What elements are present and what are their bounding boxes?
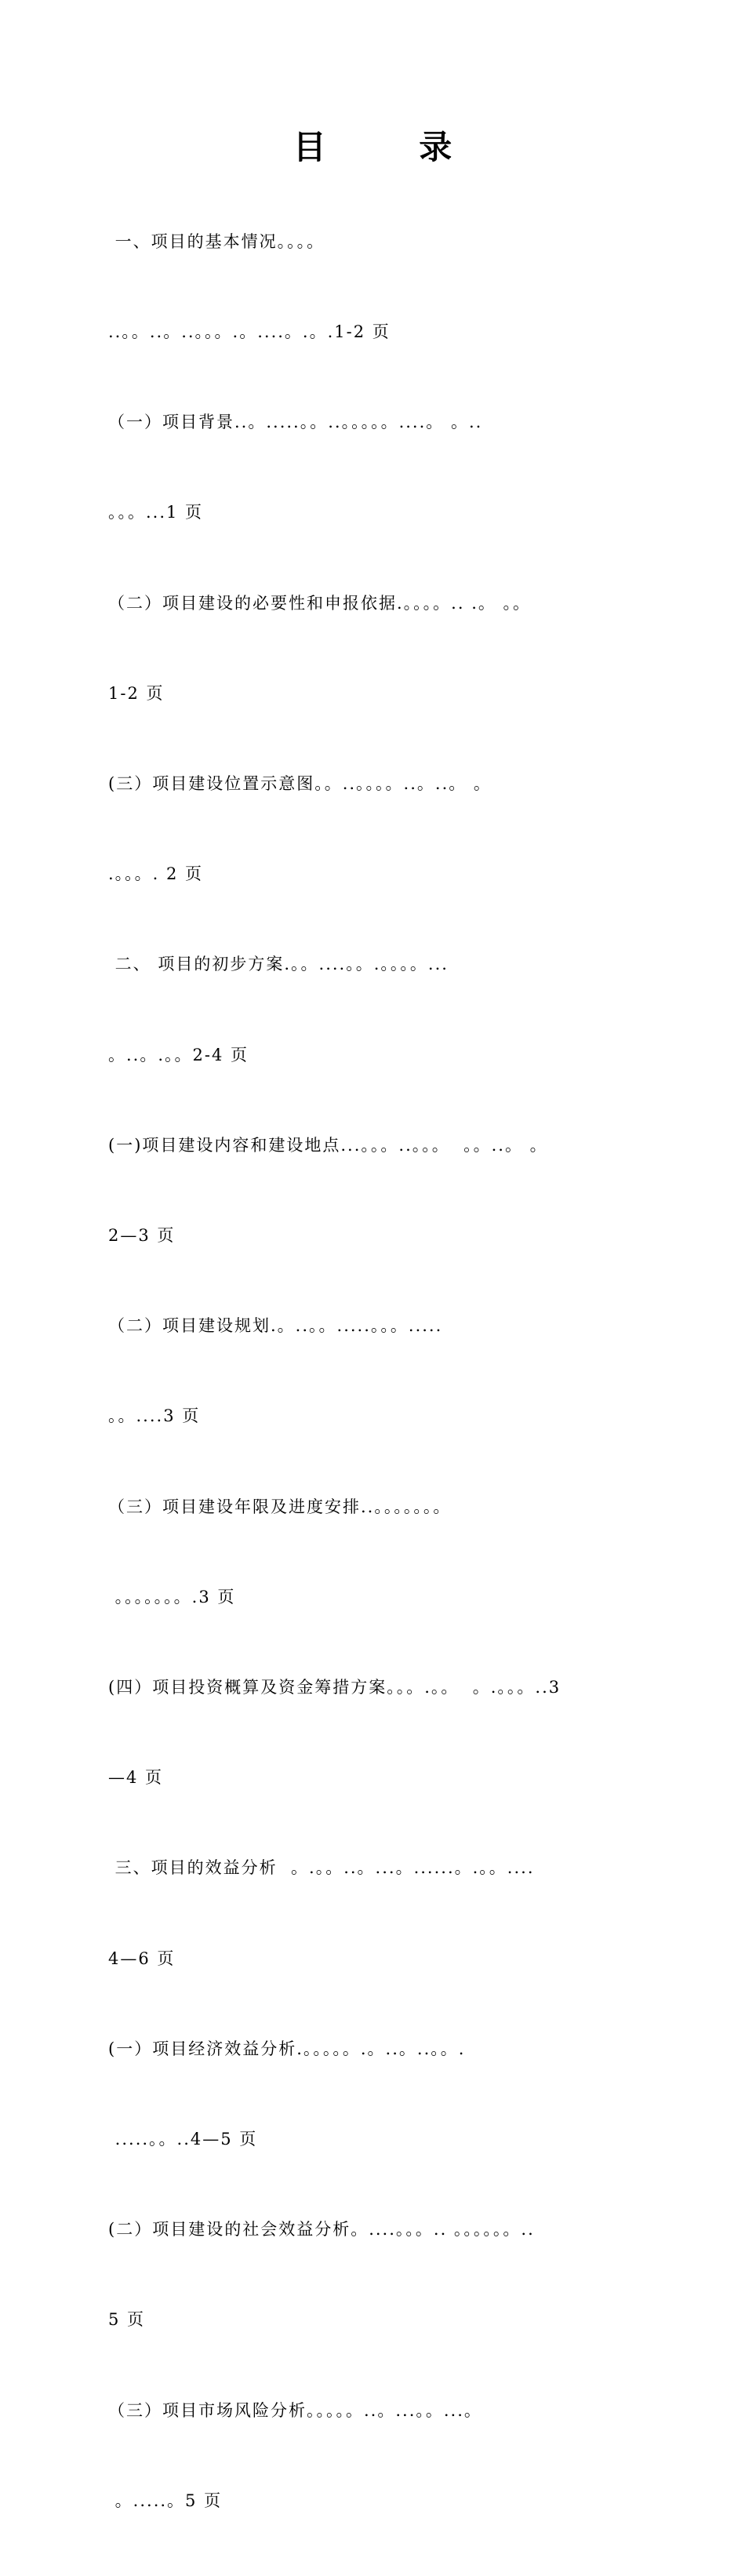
toc-line: 1-2 页: [108, 683, 165, 703]
toc-line: (一）项目经济效益分析.。。。。。.。..。..。。.: [108, 2039, 466, 2058]
toc-line: 三、项目的效益分析 。.。。..。...。......。.。。....: [108, 1858, 535, 1878]
toc-line: .。。。. 2 页: [108, 864, 204, 884]
toc-line: 。..。.。。2-4 页: [108, 1045, 249, 1064]
toc-line: （二）项目建设规划.。..。。.....。。。.....: [108, 1316, 443, 1336]
toc-line: 5 页: [108, 2310, 146, 2330]
toc-line: (四）项目投资概算及资金筹措方案。。。.。。 。.。。。..3: [108, 1678, 561, 1697]
toc-line: （三）项目建设年限及进度安排..。。。。。。。: [108, 1497, 452, 1516]
toc-line: （三）项目市场风险分析。。。。。..。...。。...。: [108, 2400, 482, 2420]
toc-line: （一）项目背景..。.....。。..。。。。。....。 。..: [108, 413, 483, 432]
toc-line: 。。。...1 页: [108, 503, 204, 522]
toc-line: .....。。..4—5 页: [108, 2130, 258, 2149]
toc-line: 4—6 页: [108, 1948, 176, 1968]
toc-line: 2—3 页: [108, 1226, 176, 1246]
toc-line: (三）项目建设位置示意图。。..。。。。..。..。 。: [108, 774, 492, 794]
toc-line: —4 页: [108, 1768, 164, 1788]
toc-line: (二）项目建设的社会效益分析。....。。。.. 。。。。。。..: [108, 2220, 535, 2239]
toc-line: 。.....。5 页: [108, 2490, 223, 2510]
toc-line: ..。。..。..。。。.。....。.。.1-2 页: [108, 322, 391, 342]
toc-line: 。。....3 页: [108, 1406, 201, 1426]
toc-line: 。。。。。。。.3 页: [108, 1587, 236, 1606]
toc-line: （二）项目建设的必要性和申报依据.。。。。.. .。 。。: [108, 593, 532, 613]
toc-title: 目 录: [293, 128, 493, 166]
toc-line: 二、 项目的初步方案.。。....。。.。。。。...: [108, 955, 449, 974]
table-of-contents: [108, 166, 657, 2576]
toc-line: (一)项目建设内容和建设地点...。。。..。。。 。。..。 。: [108, 1135, 548, 1155]
toc-line: 一、项目的基本情况。。。。: [108, 231, 325, 251]
